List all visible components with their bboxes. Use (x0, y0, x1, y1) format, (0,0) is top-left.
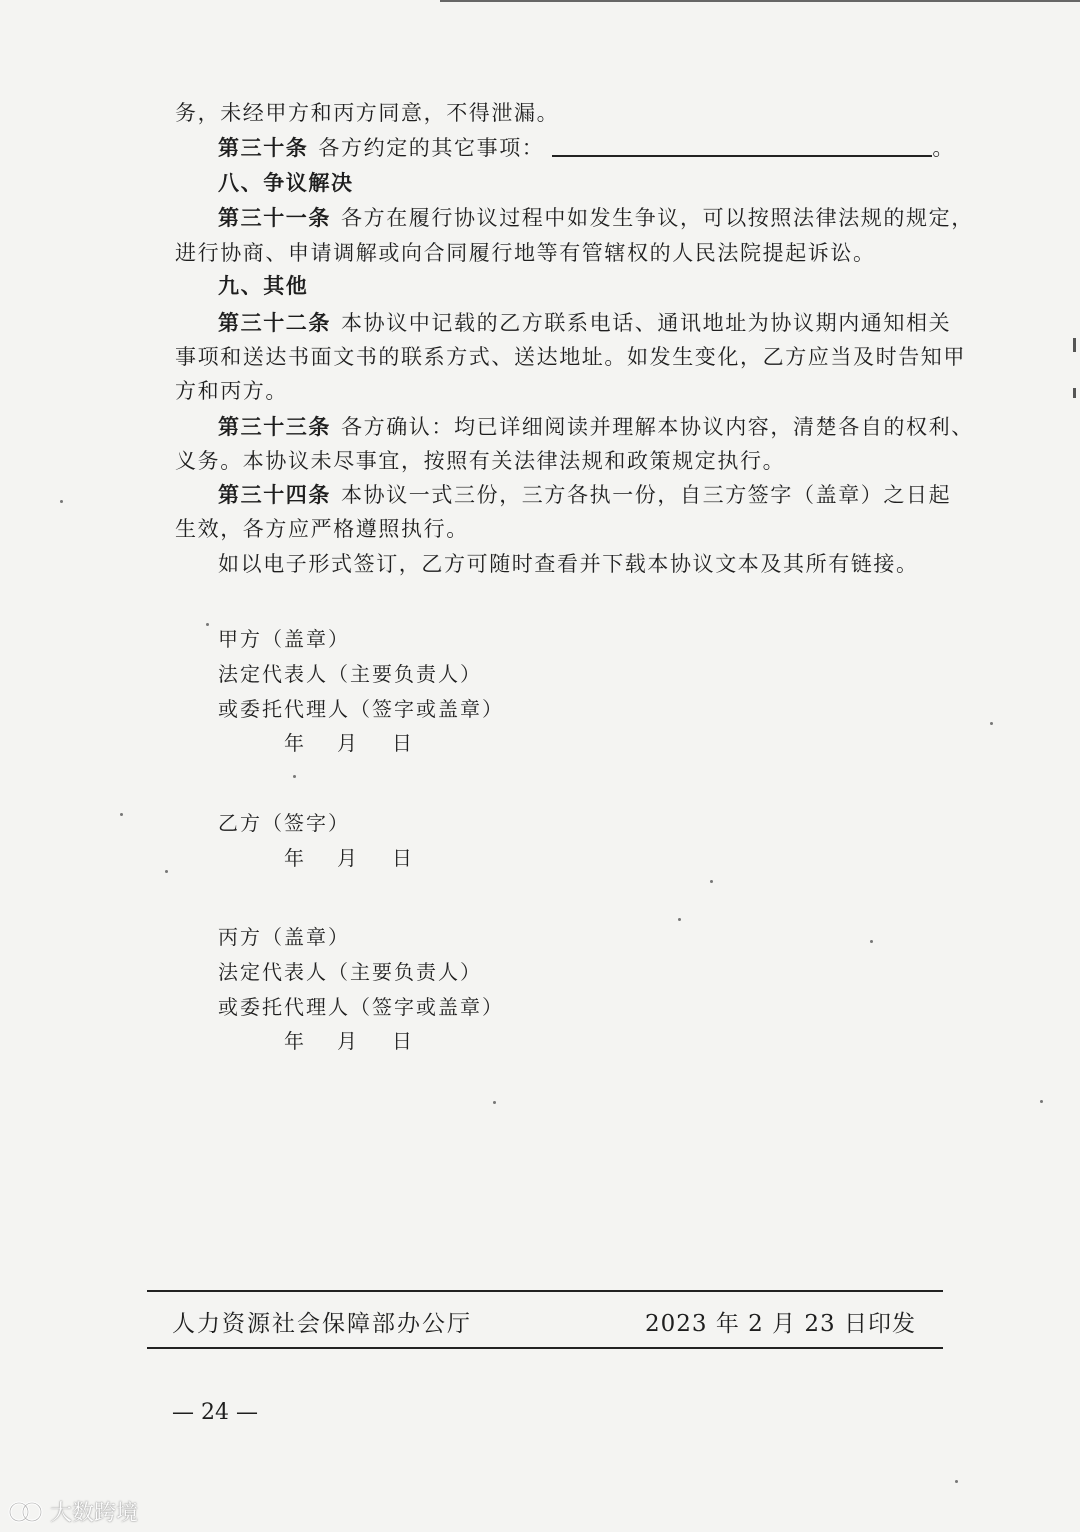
date-month: 月 (337, 731, 357, 755)
date-day: 日 (392, 846, 412, 870)
party-c-agent: 或委托代理人（签字或盖章） (218, 995, 504, 1019)
article-label: 第三十四条 (218, 482, 331, 507)
body-line: 进行协商、申请调解或向合同履行地等有管辖权的人民法院提起诉讼。 (175, 241, 876, 265)
watermark-logo-icon (8, 1497, 44, 1527)
watermark-text: 大数跨境 (50, 1501, 139, 1526)
article-label: 第三十一条 (218, 205, 331, 230)
date-year: 年 (284, 731, 304, 755)
article-label: 第三十条 (218, 135, 309, 160)
page-number: — 24 — (172, 1400, 258, 1425)
fill-in-blank (552, 135, 932, 157)
scan-mark (1073, 388, 1076, 398)
body-line: 方和丙方。 (175, 379, 288, 403)
article-text: 各方在履行协议过程中如发生争议，可以按照法律法规的规定， (341, 206, 974, 230)
body-line: 事项和送达书面文书的联系方式、送达地址。如发生变化，乙方应当及时告知甲 (175, 345, 966, 369)
article-32 (218, 306, 978, 340)
body-line: 务，未经甲方和丙方同意，不得泄漏。 (175, 101, 560, 125)
scan-mark (1073, 338, 1076, 352)
party-a-seal: 甲方（盖章） (218, 627, 350, 651)
party-a-legal-rep: 法定代表人（主要负责人） (218, 662, 482, 686)
party-c-seal: 丙方（盖章） (218, 925, 350, 949)
scan-speck (165, 870, 168, 873)
date-year: 年 (284, 846, 304, 870)
date-day: 日 (392, 1029, 412, 1053)
party-a-agent: 或委托代理人（签字或盖章） (218, 697, 504, 721)
scan-speck (870, 940, 873, 943)
date-day: 日 (392, 731, 412, 755)
scan-speck (293, 775, 296, 778)
section-heading-8: 八、争议解决 (218, 170, 354, 195)
article-34 (218, 478, 978, 512)
article-text: 各方约定的其它事项： (318, 136, 545, 160)
footer-bottom-rule (147, 1347, 943, 1349)
watermark (8, 1496, 138, 1527)
scan-speck (710, 880, 713, 883)
scan-speck (206, 623, 209, 626)
scan-edge-line (440, 0, 1080, 2)
electronic-signing-note: 如以电子形式签订，乙方可随时查看并下载本协议文本及其所有链接。 (218, 552, 919, 576)
body-line: 义务。本协议未尽事宜，按照有关法律法规和政策规定执行。 (175, 449, 786, 473)
issuing-office: 人力资源社会保障部办公厅 (172, 1311, 472, 1337)
scan-speck (990, 722, 993, 725)
issue-date: 2023 年 2 月 23 日印发 (645, 1311, 916, 1337)
article-label: 第三十二条 (218, 310, 331, 335)
body-line: 生效，各方应严格遵照执行。 (175, 517, 469, 541)
scan-speck (955, 1480, 958, 1483)
article-text: 各方确认：均已详细阅读并理解本协议内容，清楚各自的权利、 (341, 415, 974, 439)
date-month: 月 (337, 1029, 357, 1053)
article-label: 第三十三条 (218, 414, 331, 439)
scan-speck (493, 1101, 496, 1104)
article-33 (218, 410, 978, 444)
article-text: 本协议中记载的乙方联系电话、通讯地址为协议期内通知相关 (341, 311, 952, 335)
date-year: 年 (284, 1029, 304, 1053)
scan-speck (678, 918, 681, 921)
article-30 (218, 131, 978, 165)
article-end: 。 (932, 136, 956, 160)
scan-speck (120, 813, 123, 816)
party-b-signature: 乙方（签字） (218, 811, 350, 835)
article-31 (218, 201, 978, 235)
section-heading-9: 九、其他 (218, 273, 309, 298)
party-c-legal-rep: 法定代表人（主要负责人） (218, 960, 482, 984)
date-month: 月 (337, 846, 357, 870)
scan-speck (60, 500, 63, 503)
article-text: 本协议一式三份，三方各执一份，自三方签字（盖章）之日起 (341, 483, 952, 507)
scan-speck (1040, 1100, 1043, 1103)
footer-top-rule (147, 1290, 943, 1292)
